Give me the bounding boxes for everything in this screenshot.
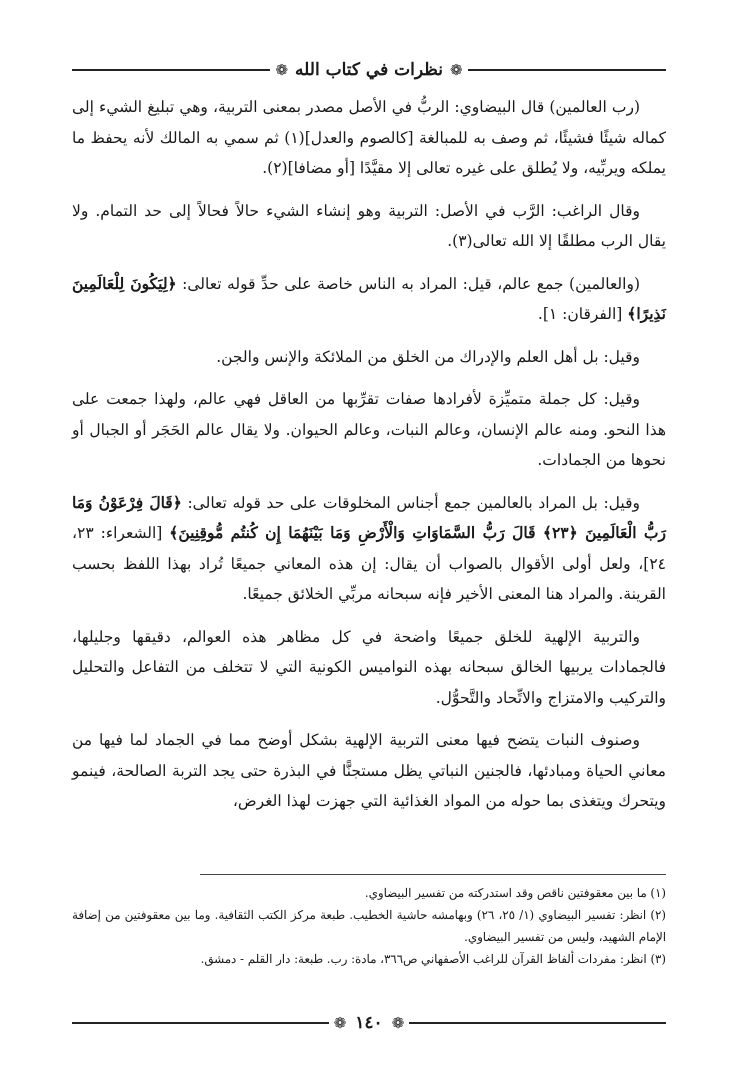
- footnote: (١) ما بين معقوفتين ناقص وقد استدركته من تفسير البيضاوي.: [364, 886, 666, 900]
- page-number: ١٤٠: [355, 1013, 383, 1033]
- paragraph: والتربية الإلهية للخلق جميعًا واضحة في كل مظاهر هذه العوالم، دقيقها وجليلها، فالجمادات يربيها الخالق سبحانه بهذه النواميس الكونية التي لا تتخلف من التفاعل والتحليل والتركيب والامتزاج والاتِّحاد والتَّحوُّل.: [72, 627, 666, 707]
- ornament-icon: ❁: [449, 60, 463, 79]
- ornament-icon: ❁: [391, 1013, 405, 1032]
- footnotes: [72, 882, 666, 970]
- quran-verse: ﴿لِيَكُونَ لِلْعَالَمِينَ نَذِيرًا﴾: [72, 273, 666, 323]
- footnote-separator: [200, 874, 666, 875]
- main-text: [72, 92, 666, 829]
- ornament-icon: ❁: [275, 60, 289, 79]
- quran-verse: ﴿قَالَ فِرْعَوْنُ وَمَا رَبُّ الْعَالَمِينَ ﴿٢٣﴾ قَالَ رَبُّ السَّمَاوَاتِ وَالْأَرْضِ وَمَا بَيْنَهُمَا إِن كُنتُم مُّوقِنِينَ﴾: [72, 492, 666, 542]
- footer-rule-left: [72, 1022, 329, 1024]
- header-title: نظرات في كتاب الله: [295, 60, 443, 80]
- running-header: [72, 56, 666, 84]
- header-rule-right: [468, 69, 666, 71]
- paragraph: وقيل: بل أهل العلم والإدراك من الخلق من الملائكة والإنس والجن.: [216, 347, 640, 366]
- footnote: (٣) انظر: مفردات ألفاظ القرآن للراغب الأصفهاني ص٣٦٦، مادة: رب. طبعة: دار القلم - دمشق.: [200, 952, 666, 966]
- paragraph: (رب العالمين) قال البيضاوي: الربُّ في الأصل مصدر بمعنى التربية، وهي تبليغ الشيء إلى كماله شيئًا فشيئًا، ثم وصف به للمبالغة [كالصوم والعدل](١) ثم سمي به المالك لأنه يحفظ ما يملكه ويربِّيه، ولا يُطلق على غيره تعالى إلا مقيَّدًا [أو مضافا](٢).: [72, 98, 666, 177]
- header-rule-left: [72, 69, 270, 71]
- paragraph: (والعالمين) جمع عالم، قيل: المراد به الناس خاصة على حدِّ قوله تعالى: ﴿لِيَكُونَ لِلْعَالَمِينَ نَذِيرًا﴾ [الفرقان: ١].: [72, 273, 666, 323]
- page-footer: [72, 1010, 666, 1036]
- paragraph: وقيل: كل جملة متميِّزة لأفرادها صفات تقرِّبها من العاقل فهي عالم، ولهذا جمعت على هذا النحو. ومنه عالم الإنسان، وعالم النبات، وعالم الحيوان. ولا يقال عالم الحَجَر أو الجبال أو نحوها من الجمادات.: [72, 390, 666, 469]
- footer-rule-right: [409, 1022, 666, 1024]
- paragraph: وقال الراغب: الرَّب في الأصل: التربية وهو إنشاء الشيء حالاً فحالاً إلى حد التمام. ولا يقال الرب مطلقًا إلا الله تعالى(٣).: [72, 201, 666, 250]
- ornament-icon: ❁: [333, 1013, 347, 1032]
- footnote: (٢) انظر: تفسير البيضاوي (١/ ٢٥، ٢٦) وبهامشه حاشية الخطيب. طبعة مركز الكتب الثقافية. وما بين معقوفتين من إضافة الإمام الشهيد، وليس من تفسير البيضاوي.: [72, 908, 666, 944]
- paragraph: وقيل: بل المراد بالعالمين جمع أجناس المخلوقات على حد قوله تعالى: ﴿قَالَ فِرْعَوْنُ وَمَا رَبُّ الْعَالَمِينَ ﴿٢٣﴾ قَالَ رَبُّ السَّمَاوَاتِ وَالْأَرْضِ وَمَا بَيْنَهُمَا إِن كُنتُم مُّوقِنِينَ﴾ [الشعراء: ٢٣، ٢٤]، ولعل أولى الأقوال بالصواب أن يقال: إن هذه المعاني جميعًا تُراد بهذا اللفظ بحسب القرينة. والمراد هنا المعنى الأخير فإنه سبحانه مربِّي الخلائق جميعًا.: [72, 492, 666, 603]
- paragraph: وصنوف النبات يتضح فيها معنى التربية الإلهية بشكل أوضح مما في الجماد لما فيها من معاني الحياة ومبادئها، فالجنين النباتي يظل مستجنًّا في البذرة حتى يجد التربة الصالحة، فينمو ويتحرك ويتغذى بما حوله من المواد الغذائية التي جهزت لهذا الغرض،: [72, 731, 666, 810]
